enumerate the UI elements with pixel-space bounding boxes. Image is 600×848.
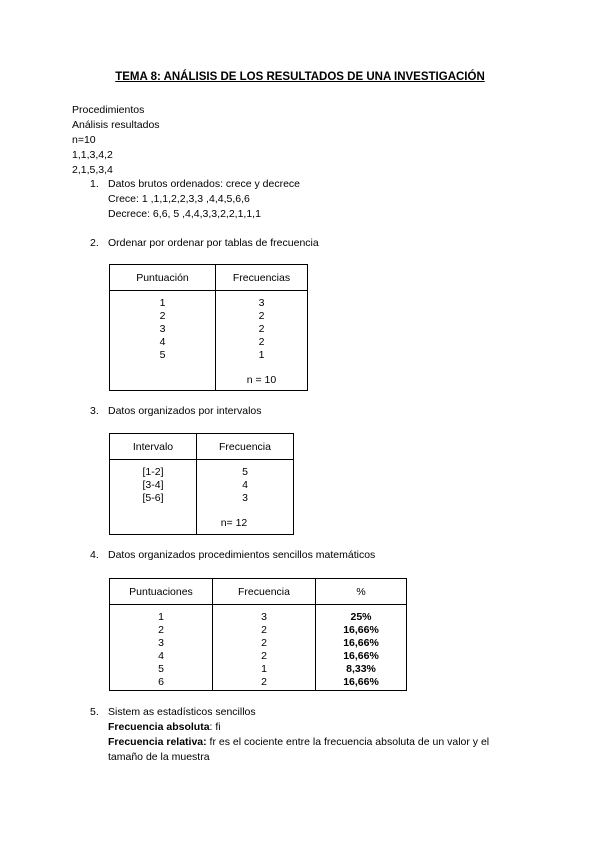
table-cell: 25% 16,66% 16,66% 16,66% 8,33% 16,66% <box>316 605 407 691</box>
list-number: 2. <box>90 237 99 249</box>
relative-frequency-line <box>108 736 489 748</box>
table-header: Frecuencia <box>197 434 294 460</box>
list-item-text: Datos brutos ordenados: crece y decrece <box>108 178 301 190</box>
list-item-text: Datos organizados por intervalos <box>108 405 262 417</box>
abs-label: Frecuencia absoluta <box>108 721 210 733</box>
frequency-table <box>109 264 308 391</box>
abs-value: : fi <box>209 721 221 733</box>
list-item-text: Sistem as estadísticos sencillos <box>108 706 256 718</box>
decrece-line: Decrece: 6,6, 5 ,4,4,3,3,2,2,1,1,1 <box>108 208 261 220</box>
table-cell: 3 2 2 2 1 n = 10 <box>216 291 308 391</box>
rel-label: Frecuencia relativa: <box>108 736 207 748</box>
table-header: Frecuencias <box>216 265 308 291</box>
table-cell: 5 4 3 n= 12 <box>197 460 294 535</box>
table-cell: [1-2] [3-4] [5-6] <box>110 460 197 535</box>
table-cell: 1 2 3 4 5 6 <box>110 605 213 691</box>
rel-value: fr es el cociente entre la frecuencia absoluta de un valor y el <box>206 736 490 748</box>
page-title: TEMA 8: ANÁLISIS DE LOS RESULTADOS DE UNA INVESTIGACIÓN <box>115 71 485 83</box>
table-header: Intervalo <box>110 434 197 460</box>
list-item-text: Ordenar por ordenar por tablas de frecuencia <box>108 237 319 249</box>
percentage-table <box>109 578 407 691</box>
list-number: 1. <box>90 178 99 190</box>
table-cell: 3 2 2 2 1 2 <box>213 605 316 691</box>
table-header: Frecuencia <box>213 579 316 605</box>
table-header: % <box>316 579 407 605</box>
table-header: Puntuaciones <box>110 579 213 605</box>
interval-table <box>109 433 294 535</box>
list-number: 5. <box>90 706 99 718</box>
list-item-text: Datos organizados procedimientos sencillos matemáticos <box>108 549 376 561</box>
total-label: n= 12 <box>220 517 248 529</box>
intro-line: 1,1,3,4,2 <box>72 149 113 161</box>
total-label: n = 10 <box>246 374 277 386</box>
intro-line: Procedimientos <box>72 104 145 116</box>
table-header: Puntuación <box>110 265 216 291</box>
intro-line: 2,1,5,3,4 <box>72 164 113 176</box>
crece-line: Crece: 1 ,1,1,2,2,3,3 ,4,4,5,6,6 <box>108 193 250 205</box>
absolute-frequency-line <box>108 721 221 733</box>
table-cell: 1 2 3 4 5 <box>110 291 216 391</box>
intro-line: n=10 <box>72 134 96 146</box>
intro-line: Análisis resultados <box>72 119 160 131</box>
list-number: 3. <box>90 405 99 417</box>
relative-frequency-line-2: tamaño de la muestra <box>108 751 210 763</box>
list-number: 4. <box>90 549 99 561</box>
